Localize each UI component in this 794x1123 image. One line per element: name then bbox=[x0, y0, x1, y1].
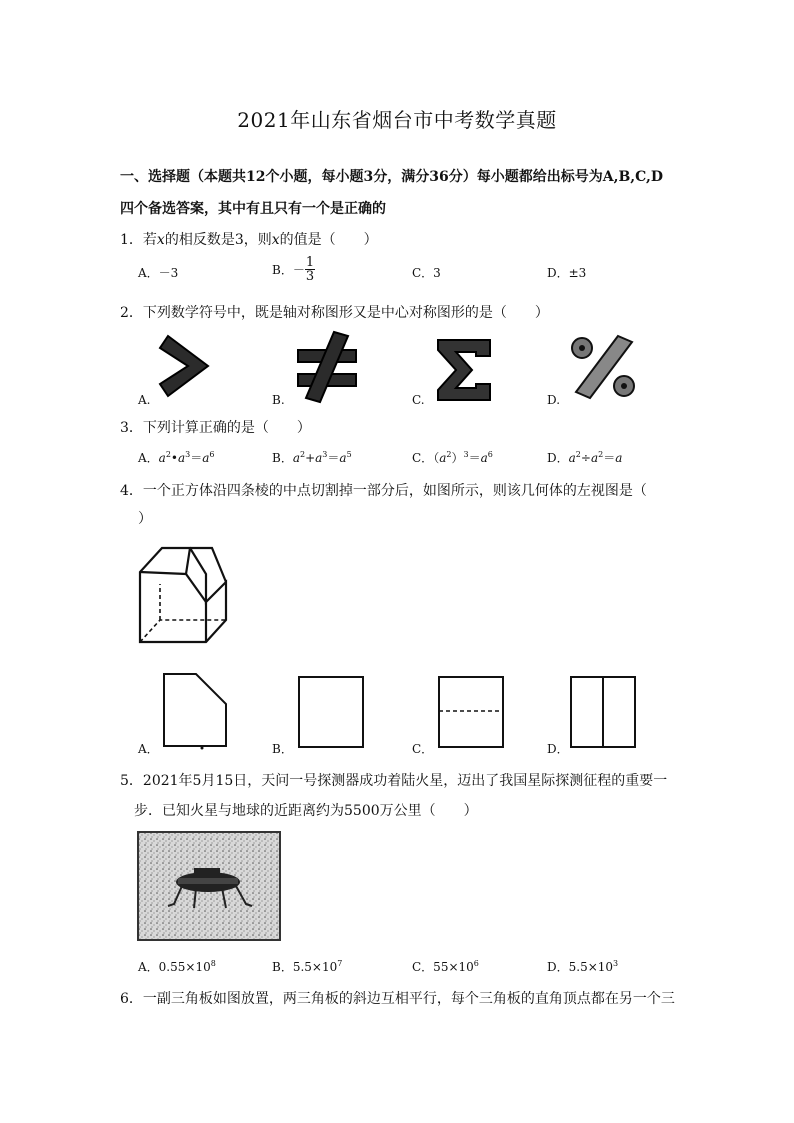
question-2: 2．下列数学符号中，既是轴对称图形又是中心对称图形的是（ ） bbox=[120, 305, 549, 321]
question-4-line2: ） bbox=[138, 511, 152, 527]
question-3: 3．下列计算正确的是（ ） bbox=[120, 420, 311, 436]
mars-lander-photo bbox=[138, 832, 280, 940]
not-equal-symbol-icon bbox=[292, 330, 362, 404]
q1-option-b[interactable]: B．－ $\frac{1}{3}$ bbox=[272, 255, 315, 284]
q3-option-c[interactable]: C．$(a^2)^3=a^6$ bbox=[412, 450, 493, 465]
q2-option-c[interactable]: C. bbox=[412, 393, 425, 407]
q2-option-d[interactable]: D. bbox=[547, 393, 561, 407]
q2-option-a[interactable]: A. bbox=[138, 393, 151, 407]
q4-option-b[interactable]: B． bbox=[272, 742, 293, 756]
q3-option-d[interactable]: D．$a^2\div a^2=a$ bbox=[547, 450, 623, 465]
q5-option-a[interactable]: A．$0.55\times 10^8$ bbox=[138, 959, 216, 974]
q1-option-a[interactable]: A．－3 bbox=[138, 266, 179, 280]
percent-symbol-icon bbox=[570, 334, 636, 400]
q1-option-c[interactable]: C．3 bbox=[412, 266, 441, 280]
sigma-symbol-icon bbox=[436, 338, 492, 402]
cut-cube-figure bbox=[136, 544, 232, 646]
section-heading-line2: 四个备选答案，其中有且只有一个是正确的 bbox=[120, 201, 386, 217]
question-4-line1: 4．一个正方体沿四条棱的中点切割掉一部分后，如图所示，则该几何体的左视图是（ bbox=[120, 483, 647, 499]
view-option-d-figure bbox=[568, 674, 638, 750]
view-option-a-figure bbox=[160, 670, 230, 750]
question-5-line2: 步．已知火星与地球的近距离约为5500万公里（ ） bbox=[134, 803, 478, 819]
question-1: 1．若x的相反数是3，则x的值是（ ） bbox=[120, 232, 378, 248]
view-option-c-figure bbox=[436, 674, 506, 750]
q2-option-b[interactable]: B. bbox=[272, 393, 285, 407]
q4-option-c[interactable]: C． bbox=[412, 742, 434, 756]
q5-option-c[interactable]: C．$55\times 10^6$ bbox=[412, 959, 479, 974]
q5-option-b[interactable]: B．$5.5\times 10^7$ bbox=[272, 959, 343, 974]
page-title: 2021年山东省烟台市中考数学真题 bbox=[237, 108, 557, 132]
question-6-line1: 6．一副三角板如图放置，两三角板的斜边互相平行，每个三角板的直角顶点都在另一个三 bbox=[120, 991, 675, 1007]
q5-option-d[interactable]: D．$5.5\times 10^3$ bbox=[547, 959, 619, 974]
q3-option-a[interactable]: A．$a^2•a^3=a^6$ bbox=[138, 450, 215, 465]
q3-option-b[interactable]: B．$a^2+a^3=a^5$ bbox=[272, 450, 352, 465]
question-5-line1: 5．2021年5月15日，天问一号探测器成功着陆火星，迈出了我国星际探测征程的重要一 bbox=[120, 773, 668, 789]
angle-symbol-icon bbox=[160, 332, 216, 402]
section-heading-line1: 一、选择题（本题共12个小题，每小题3分，满分36分）每小题都给出标号为A,B,C,D bbox=[120, 169, 664, 185]
q4-option-d[interactable]: D． bbox=[547, 742, 569, 756]
q1-option-d[interactable]: D．±3 bbox=[547, 266, 587, 280]
view-option-b-figure bbox=[296, 674, 366, 750]
q4-option-a[interactable]: A． bbox=[138, 742, 159, 756]
